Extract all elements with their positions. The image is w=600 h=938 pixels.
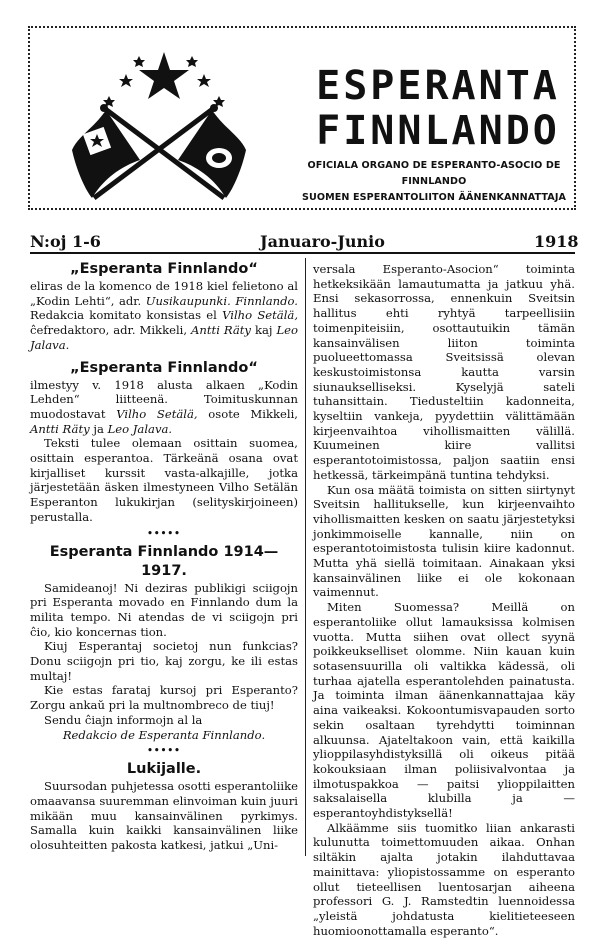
masthead (28, 26, 576, 210)
esperanto-flag (72, 110, 140, 198)
separator: ••••• (147, 528, 181, 539)
heading-lukijalle: Lukijalle. (126, 761, 202, 778)
left-column (30, 260, 298, 853)
signature: Redakcio de Esperanta Finnlando. (62, 727, 266, 742)
large-star (139, 52, 189, 99)
paragraph-intro-fi: ilmestyy v. 1918 alusta alkaen „Kodin Lehden“ liitteenä. Toimituskunnan muodostavat Vilho Setälä, osote Mikkeli, Antti Räty ja Leo Jalava. (30, 377, 298, 436)
heading-esperanta-finnlando-fi: „Esperanta Finnlando“ (70, 359, 258, 376)
paragraph-samideanoj: Samideanoj! Ni deziras publikigi sciigojn pri Esperanta movado en Finnlando dum la milita tempo. Ni atendas de vi sciigojn pri ĉio, kio koncernas tion. (30, 580, 298, 639)
paragraph-versala: versala Esperanto-Asocion“ toiminta hetkeksikään lamautumatta ja jatkuu yhä. Ensi sekasorrossa, ennenkuin Sveitsin hallitus ehti ryhtyä tarpeellisiin toimenpiteisiin, osottautuikin tämän kansainvälisen liiton toiminta puolueettomassa Sveitsissä olevan keskustoimistonsa kautta varsin siunaukselliseksi. Kyselyjä sateli tuhansittain. Tiedusteltiin kadonneita, kyseltiin vankeja, pyydettiin välittämään kirjeenvaihtoa vihollismaitten välillä. Kuumeinen kiire vallitsi esperantotoimistossa, paljon saatiin ensi hetkessä, tärkeimpänä tuntina tehdyksi. (313, 262, 575, 482)
pole-finial-right (210, 104, 218, 112)
pole-finial-left (100, 104, 108, 112)
heading-1914-1917: Esperanta Finnlando 1914—1917. (49, 543, 279, 579)
paragraph-societoj: Kiuj Esperantaj societoj nun funkcias? Donu sciigojn pri tio, kaj zorgu, ke ili estas multaj! (30, 639, 298, 683)
paragraph-suursodan: Suursodan puhjetessa osotti esperantoliike omaavansa suuremman elinvoiman kuin juuri mikään muu kansainvälinen pyrkimys. Samalla kuin kaikki kansainvälinen liike olosuhteitten pakosta katkesi, jatkui „Uni- (30, 779, 298, 853)
title-line-2: FINNLANDO (316, 108, 560, 154)
issue-period: Januaro-Junio (260, 232, 385, 251)
subtitle-line-1: OFICIALA ORGANO DE ESPERANTO-ASOCIO DE FINNLANDO (307, 160, 561, 187)
paragraph-teksti: Teksti tulee olemaan osittain suomea, osittain esperantoa. Tärkeänä osana ovat kirjalliset kurssit vasta-alkajille, jotka järjestetään äsken ilmestyneen Vilho Setälän Esperanton lukukirjan (selityskirjoineen) perustalla. (30, 436, 298, 524)
separator: ••••• (147, 746, 181, 757)
paragraph-alkaamme: Alkäämme siis tuomitko liian ankarasti kulunutta toimettomuuden aikaa. Onhan siltäkin ajalta jotakin ilahduttavaa mainittava: yliopistossamme on esperanto ollut tieteellisen luentosarjan aiheena professori G. J. Ramstedtin luennoidessa „yleistä johdatusta kielitieteeseen huomioonottamalla esperanto“. (313, 820, 575, 938)
issue-year: 1918 (534, 232, 579, 251)
paragraph-miten-suomessa: Miten Suomessa? Meillä on esperantoliike ollut lamauksissa kolmisen vuotta. Mutta siihen ovat ollect syynä poikkeukselliset olomme. Niin kauan kuin sotasensuurilla oli valtikka kädessä, oli turhaa ajatella esperantolehden painatusta. Ja toiminta ilman äänenkannattajaa käy aina vaikeaksi. Kokoontumisvapauden sorto sekin osaltaan tyrehdytti toiminnan alkuunsa. Ajateltakoon vain, että kaikilla ylioppilasyhdistyksillä oli oikeus pitää kokouksiaan ilman poliisivalvontaa ja ilmotuspakkoa — paitsi ylioppilaitten saksalaisella klubilla ja — esperantoyhdistyksellä! (313, 600, 575, 821)
masthead-subtitle (284, 158, 584, 206)
crossed-flags-with-stars-icon (64, 38, 254, 208)
title-line-1: ESPERANTA (316, 63, 560, 109)
issue-number: N:oj 1-6 (30, 232, 101, 251)
masthead-title (298, 64, 578, 154)
right-column (313, 262, 575, 938)
subtitle-line-2: SUOMEN ESPERANTOLIITON ÄÄNENKANNATTAJA (301, 192, 567, 203)
header-rule (30, 252, 575, 254)
heading-esperanta-finnlando: „Esperanta Finnlando“ (70, 261, 258, 277)
column-divider (305, 258, 306, 856)
paragraph-sendu: Sendu ĉiajn informojn al la (44, 712, 203, 727)
paragraph-kun-osa: Kun osa määtä toimista on sitten siirtynyt Sveitsin hallitukselle, kun kirjeenvaihto vihollismaitten kesken on saatu järjestetyksi jonkimmoiselle kannalle, niin on esperantotoimistosta tulisin kiire kadonnut. Mutta yhä siellä toimitaan. Ainakaan yksi kansainvälinen liike ei ole kokonaan vaimennut. (313, 482, 575, 600)
paragraph-kursoj: Kie estas farataj kursoj pri Esperanto? Zorgu ankaŭ pri la multnombreco de tiuj! (30, 683, 298, 713)
paragraph-intro-eo: eliras de la komenco de 1918 kiel felietono al „Kodin Lehti“, adr. Uusikaupunki. Finnlando. Redakcia komitato konsistas el Vilho Setälä, ĉefredaktoro, adr. Mikkeli, Antti Räty kaj Leo Jalava. (30, 279, 299, 352)
